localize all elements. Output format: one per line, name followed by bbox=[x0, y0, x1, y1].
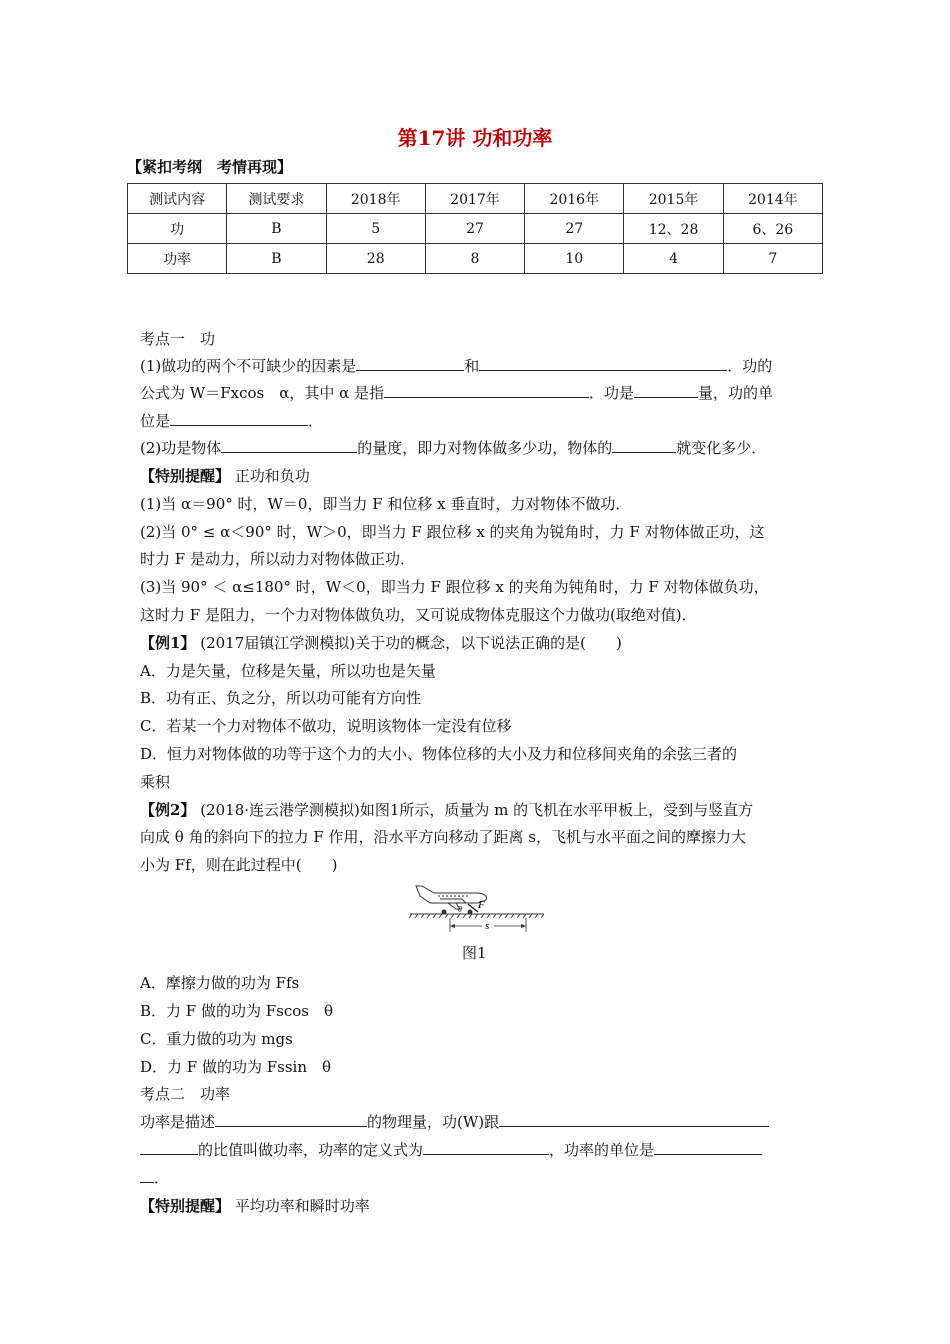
table-cell: 28 bbox=[326, 244, 425, 274]
fill-blank bbox=[215, 1112, 367, 1127]
option-d: D．恒力对物体做的功等于这个力的大小、物体位移的大小及力和位移间夹角的余弦三者的 bbox=[140, 745, 738, 763]
table-header: 2016年 bbox=[525, 184, 624, 214]
table-row bbox=[128, 244, 823, 274]
text: 的量度，即力对物体做多少功，物体的 bbox=[357, 439, 613, 457]
distance-arrowhead-right bbox=[521, 924, 526, 928]
fill-blank bbox=[634, 383, 698, 398]
text: 和 bbox=[464, 357, 480, 375]
option-a: A．摩擦力做的功为 Ffs bbox=[140, 974, 300, 992]
table-cell: 5 bbox=[326, 214, 425, 244]
fill-blank bbox=[170, 411, 308, 426]
table-cell: 10 bbox=[525, 244, 624, 274]
table-cell: 6、26 bbox=[723, 214, 822, 244]
figure-caption: 图1 bbox=[462, 944, 487, 962]
text: 的物理量，功(W)跟 bbox=[367, 1113, 500, 1131]
table-header: 2018年 bbox=[326, 184, 425, 214]
option-c: C．重力做的功为 mgs bbox=[140, 1030, 293, 1048]
fill-blank bbox=[140, 1168, 154, 1183]
kp1-heading: 考点一 功 bbox=[140, 330, 216, 348]
kp2-line2 bbox=[140, 1139, 762, 1160]
table-cell: 27 bbox=[525, 214, 624, 244]
text: (2018·连云港学测模拟)如图1所示，质量为 m 的飞机在水平甲板上，受到与竖直方 bbox=[200, 801, 754, 819]
table-cell: B bbox=[227, 214, 326, 244]
text: (1)做功的两个不可缺少的因素是 bbox=[140, 357, 357, 375]
text: ，其中 α 是指 bbox=[289, 384, 385, 402]
text: ． bbox=[308, 412, 324, 430]
distance-arrowhead-left bbox=[450, 924, 455, 928]
table-cell: 4 bbox=[624, 244, 723, 274]
table-header: 2015年 bbox=[624, 184, 723, 214]
example2-stem-line: 向成 θ 角的斜向下的拉力 F 作用，沿水平方向移动了距离 s，飞机与水平面之间的摩擦力大 bbox=[140, 828, 746, 846]
option-c: C．若某一个力对物体不做功，说明该物体一定没有位移 bbox=[140, 717, 512, 735]
kp1-q1-line2 bbox=[140, 382, 773, 403]
option-a: A．力是矢量，位移是矢量，所以功也是矢量 bbox=[140, 662, 436, 680]
table-cell: 12、28 bbox=[624, 214, 723, 244]
text: 位是 bbox=[140, 412, 171, 430]
airplane-figure bbox=[408, 876, 548, 934]
tip1-line: (2)当 0° ≤ α＜90° 时，W＞0，即当力 F 跟位移 x 的夹角为锐角时，力 F 对物体做正功，这 bbox=[140, 523, 765, 541]
kp1-q1-line3 bbox=[140, 410, 323, 431]
option-b: B．功有正、负之分，所以功可能有方向性 bbox=[140, 689, 422, 707]
tip-title: 平均功率和瞬时功率 bbox=[234, 1197, 370, 1215]
table-cell: 功率 bbox=[128, 244, 227, 274]
fill-blank bbox=[221, 438, 357, 453]
text: ．功是 bbox=[589, 384, 635, 402]
tip-label: 【特别提醒】 bbox=[140, 1197, 231, 1215]
kp1-q1-line1 bbox=[140, 355, 772, 376]
tip1-line: (1)当 α＝90° 时，W＝0，即当力 F 和位移 x 垂直时，力对物体不做功． bbox=[140, 495, 631, 513]
fill-blank bbox=[479, 356, 727, 371]
option-b: B．力 F 做的功为 Fscos θ bbox=[140, 1002, 334, 1020]
tip2-heading bbox=[140, 1195, 370, 1216]
option-d-cont: 乘积 bbox=[140, 773, 171, 791]
example2-stem bbox=[140, 799, 753, 820]
text: 就变化多少． bbox=[676, 439, 767, 457]
kp2-line3 bbox=[140, 1167, 169, 1188]
fill-blank bbox=[384, 383, 589, 398]
fill-blank bbox=[654, 1140, 762, 1155]
text: 功率是描述 bbox=[140, 1113, 216, 1131]
table-header: 测试要求 bbox=[227, 184, 326, 214]
angle-label: θ bbox=[458, 905, 462, 914]
table-cell: 7 bbox=[723, 244, 822, 274]
tip1-line: 这时力 F 是阻力，一个力对物体做负功，又可说成物体克服这个力做功(取绝对值)． bbox=[140, 606, 697, 624]
example-label: 【例2】 bbox=[140, 801, 196, 819]
fill-blank bbox=[499, 1112, 769, 1127]
text: (2)功是物体 bbox=[140, 439, 222, 457]
tip-title: 正功和负功 bbox=[234, 467, 310, 485]
tip1-heading bbox=[140, 465, 310, 486]
tip1-line: 时力 F 是动力，所以动力对物体做正功． bbox=[140, 550, 415, 568]
fill-blank bbox=[612, 438, 676, 453]
table-cell: B bbox=[227, 244, 326, 274]
page-title: 第17讲 功和功率 bbox=[397, 126, 553, 150]
table-header: 测试内容 bbox=[128, 184, 227, 214]
table-cell: 功 bbox=[128, 214, 227, 244]
fill-blank bbox=[423, 1140, 549, 1155]
text: 的比值叫做功率，功率的定义式为 bbox=[198, 1141, 424, 1159]
text: 公式为 bbox=[140, 384, 186, 402]
example1-stem bbox=[140, 632, 622, 653]
table-row bbox=[128, 214, 823, 244]
table-header: 2014年 bbox=[723, 184, 822, 214]
exam-heading: 【紧扣考纲 考情再现】 bbox=[127, 158, 293, 176]
fill-blank bbox=[140, 1140, 198, 1155]
formula: W＝Fxcos α bbox=[189, 384, 290, 402]
kp2-line1 bbox=[140, 1111, 769, 1132]
force-label: F bbox=[478, 899, 485, 911]
kp2-heading: 考点二 功率 bbox=[140, 1085, 231, 1103]
text: ．功的 bbox=[727, 357, 773, 375]
tip1-line: (3)当 90° ＜ α≤180° 时，W＜0，即当力 F 跟位移 x 的夹角为钝角时，力 F 对物体做负功， bbox=[140, 578, 769, 596]
option-d: D．力 F 做的功为 Fssin θ bbox=[140, 1058, 332, 1076]
text: ，功率的单位是 bbox=[549, 1141, 655, 1159]
kp1-q2 bbox=[140, 437, 766, 458]
distance-label: s bbox=[485, 920, 490, 932]
example-label: 【例1】 bbox=[140, 634, 196, 652]
exam-table bbox=[127, 183, 823, 274]
tip-label: 【特别提醒】 bbox=[140, 467, 231, 485]
text: (2017届镇江学测模拟)关于功的概念，以下说法正确的是( ) bbox=[200, 634, 622, 652]
example2-stem-line: 小为 Ff，则在此过程中( ) bbox=[140, 856, 338, 874]
fill-blank bbox=[356, 356, 464, 371]
table-cell: 27 bbox=[425, 214, 524, 244]
text: 量，功的单 bbox=[698, 384, 774, 402]
deck-hatching bbox=[409, 914, 544, 918]
table-cell: 8 bbox=[425, 244, 524, 274]
table-header: 2017年 bbox=[425, 184, 524, 214]
table-header-row bbox=[128, 184, 823, 214]
text: ． bbox=[154, 1169, 170, 1187]
